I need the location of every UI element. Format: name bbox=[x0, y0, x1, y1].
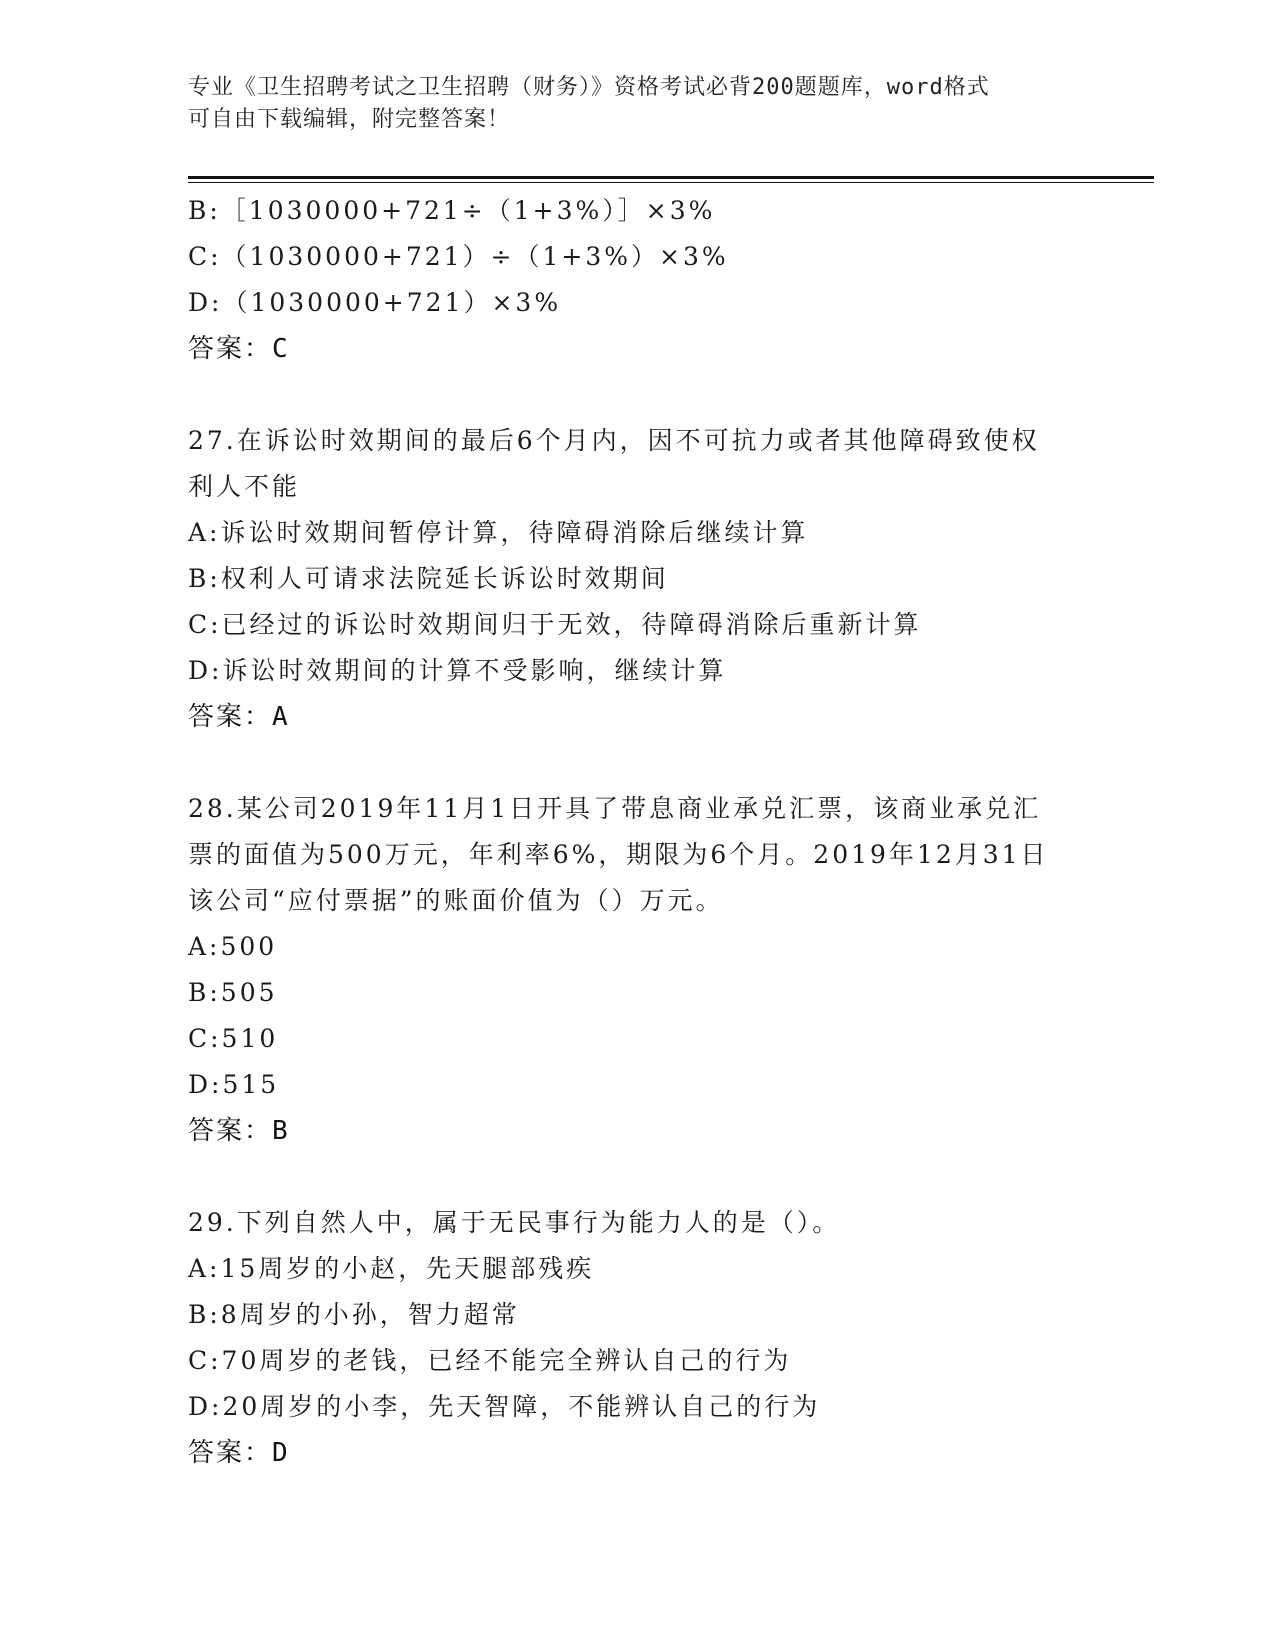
option-a: A:诉讼时效期间暂停计算，待障碍消除后继续计算 bbox=[188, 518, 809, 547]
answer-line: 答案：B bbox=[188, 1116, 290, 1146]
question-29 bbox=[188, 1200, 1088, 1476]
answer-line: 答案：D bbox=[188, 1438, 290, 1468]
option-d: D:（1030000+721）×3% bbox=[188, 288, 562, 317]
option-d: D:20周岁的小李，先天智障，不能辨认自己的行为 bbox=[188, 1392, 821, 1421]
document-header bbox=[188, 72, 1088, 136]
option-a: A:500 bbox=[188, 932, 278, 961]
answer-line: 答案：C bbox=[188, 334, 290, 364]
spacer bbox=[188, 372, 1088, 418]
option-b: B:［1030000+721÷（1+3%）］×3% bbox=[188, 196, 716, 225]
option-b: B:权利人可请求法院延长诉讼时效期间 bbox=[188, 564, 669, 593]
option-c: C:已经过的诉讼时效期间归于无效，待障碍消除后重新计算 bbox=[188, 610, 922, 639]
header-divider-thick bbox=[188, 176, 1154, 179]
header-divider-thin bbox=[188, 182, 1154, 183]
header-line-2: 可自由下载编辑，附完整答案！ bbox=[188, 107, 511, 132]
question-stem: 27.在诉讼时效期间的最后6个月内，因不可抗力或者其他障碍致使权 bbox=[188, 426, 1040, 455]
question-prev bbox=[188, 188, 1088, 372]
option-d: D:515 bbox=[188, 1070, 280, 1099]
question-stem: 28.某公司2019年11月1日开具了带息商业承兑汇票，该商业承兑汇 bbox=[188, 794, 1042, 823]
option-d: D:诉讼时效期间的计算不受影响，继续计算 bbox=[188, 656, 727, 685]
question-stem-cont: 该公司“应付票据”的账面价值为（）万元。 bbox=[188, 886, 724, 915]
answer-line: 答案：A bbox=[188, 702, 290, 732]
option-c: C:510 bbox=[188, 1024, 279, 1053]
option-b: B:505 bbox=[188, 978, 278, 1007]
question-list bbox=[188, 188, 1088, 1476]
header-line-1: 专业《卫生招聘考试之卫生招聘（财务）》资格考试必背200题题库，word格式 bbox=[188, 75, 990, 100]
spacer bbox=[188, 1154, 1088, 1200]
option-b: B:8周岁的小孙，智力超常 bbox=[188, 1300, 520, 1329]
option-c: C:（1030000+721）÷（1+3%）×3% bbox=[188, 242, 729, 271]
question-27 bbox=[188, 418, 1088, 740]
question-stem-cont: 票的面值为500万元，年利率6%，期限为6个月。2019年12月31日 bbox=[188, 840, 1049, 869]
question-28 bbox=[188, 786, 1088, 1154]
question-stem-cont: 利人不能 bbox=[188, 472, 301, 501]
option-a: A:15周岁的小赵，先天腿部残疾 bbox=[188, 1254, 595, 1283]
option-c: C:70周岁的老钱，已经不能完全辨认自己的行为 bbox=[188, 1346, 792, 1375]
question-stem: 29.下列自然人中，属于无民事行为能力人的是（）。 bbox=[188, 1208, 841, 1237]
spacer bbox=[188, 740, 1088, 786]
